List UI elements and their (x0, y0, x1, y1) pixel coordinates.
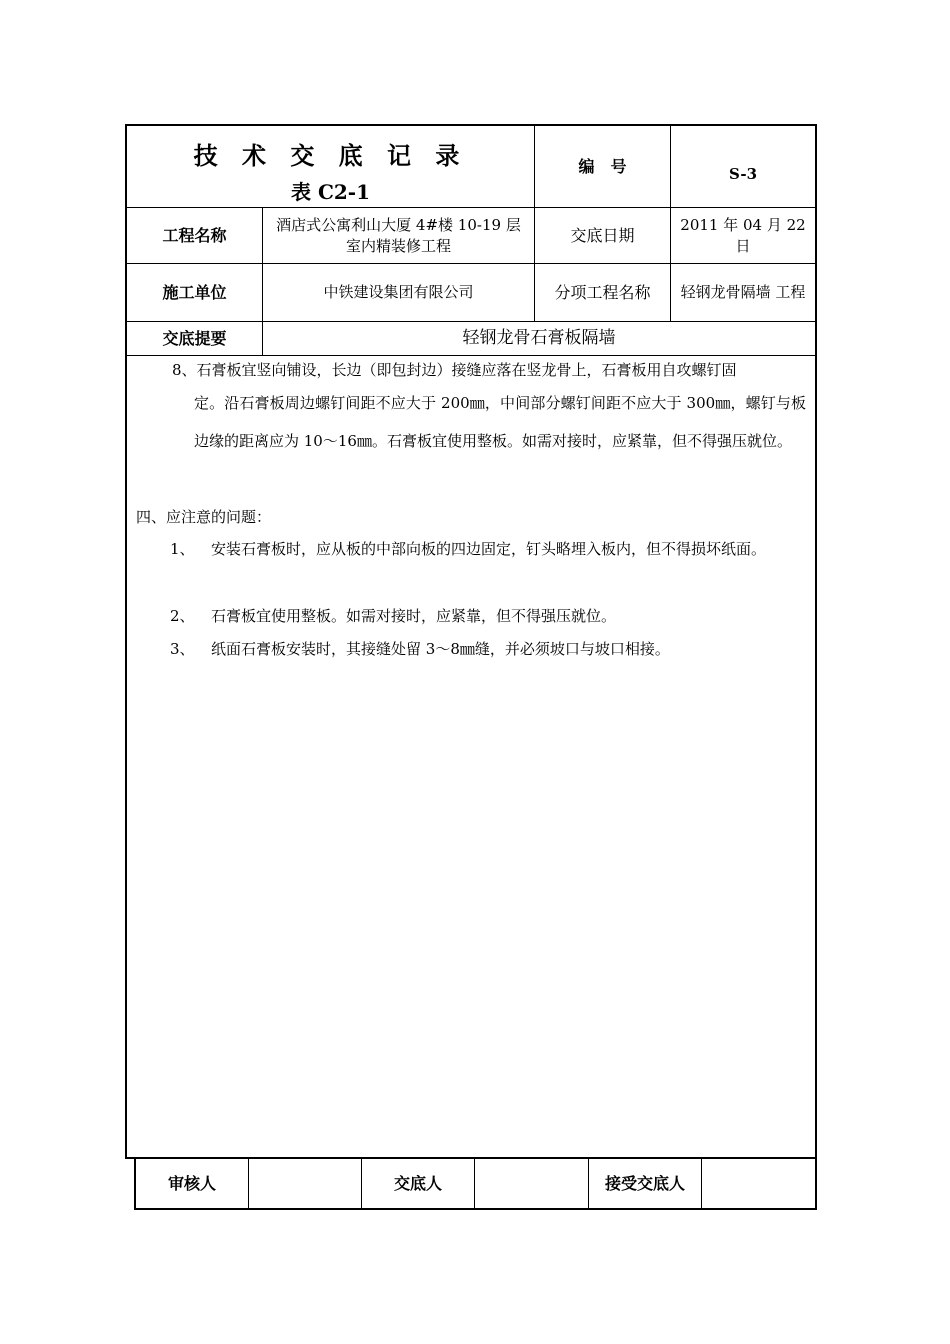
section-4-heading: 四、应注意的问题： (136, 508, 272, 526)
project-name-label: 工程名称 (162, 225, 227, 245)
note-3-number: 3、 (170, 640, 195, 658)
item-8-first-line: 8、石膏板宜竖向铺设，长边（即包封边）接缝应落在竖龙骨上，石膏板用自攻螺钉固 (172, 361, 737, 379)
contractor-value: 中铁建设集团有限公司 (323, 283, 474, 302)
number-value: S-3 (728, 165, 758, 184)
subproject-value: 轻钢龙骨隔墙 工程 (680, 283, 806, 302)
number-label: 编 号 (578, 156, 627, 176)
project-name-value: 酒店式公寓利山大厦 4#楼 10-19 层室内精装修工程 (276, 216, 521, 255)
contractor-label: 施工单位 (162, 282, 227, 302)
discloser-signature-field[interactable] (475, 1159, 588, 1208)
note-1-number: 1、 (170, 540, 195, 558)
receiver-signature-field[interactable] (702, 1159, 815, 1208)
receiver-label: 接受交底人 (604, 1173, 685, 1193)
note-3-text: 纸面石膏板安装时，其接缝处留 3～8㎜缝，并必须坡口与坡口相接。 (211, 640, 670, 658)
discloser-label: 交底人 (393, 1173, 442, 1193)
note-1-text: 安装石膏板时，应从板的中部向板的四边固定，钉头略埋入板内，但不得损坏纸面。 (211, 540, 767, 558)
date-label: 交底日期 (570, 225, 635, 245)
summary-label: 交底提要 (162, 328, 227, 348)
subproject-label: 分项工程名称 (554, 282, 651, 302)
form-code: 表 C2-1 (290, 180, 370, 204)
reviewer-signature-field[interactable] (249, 1159, 361, 1208)
summary-value: 轻钢龙骨石膏板隔墙 (462, 328, 616, 349)
note-2-number: 2、 (170, 607, 195, 625)
item-8-continuation: 定。沿石膏板周边螺钉间距不应大于 200㎜，中间部分螺钉间距不应大于 300㎜，螺钉与板边缘的距离应为 10～16㎜。石膏板宜使用整板。如需对接时，应紧靠，但不得强压就位。 (194, 394, 806, 450)
reviewer-label: 审核人 (167, 1173, 216, 1193)
date-value: 2011 年 04 月 22 日 (680, 216, 806, 255)
document-title: 技 术 交 底 记 录 (193, 141, 468, 170)
note-2-text: 石膏板宜使用整板。如需对接时，应紧靠，但不得强压就位。 (211, 607, 617, 625)
